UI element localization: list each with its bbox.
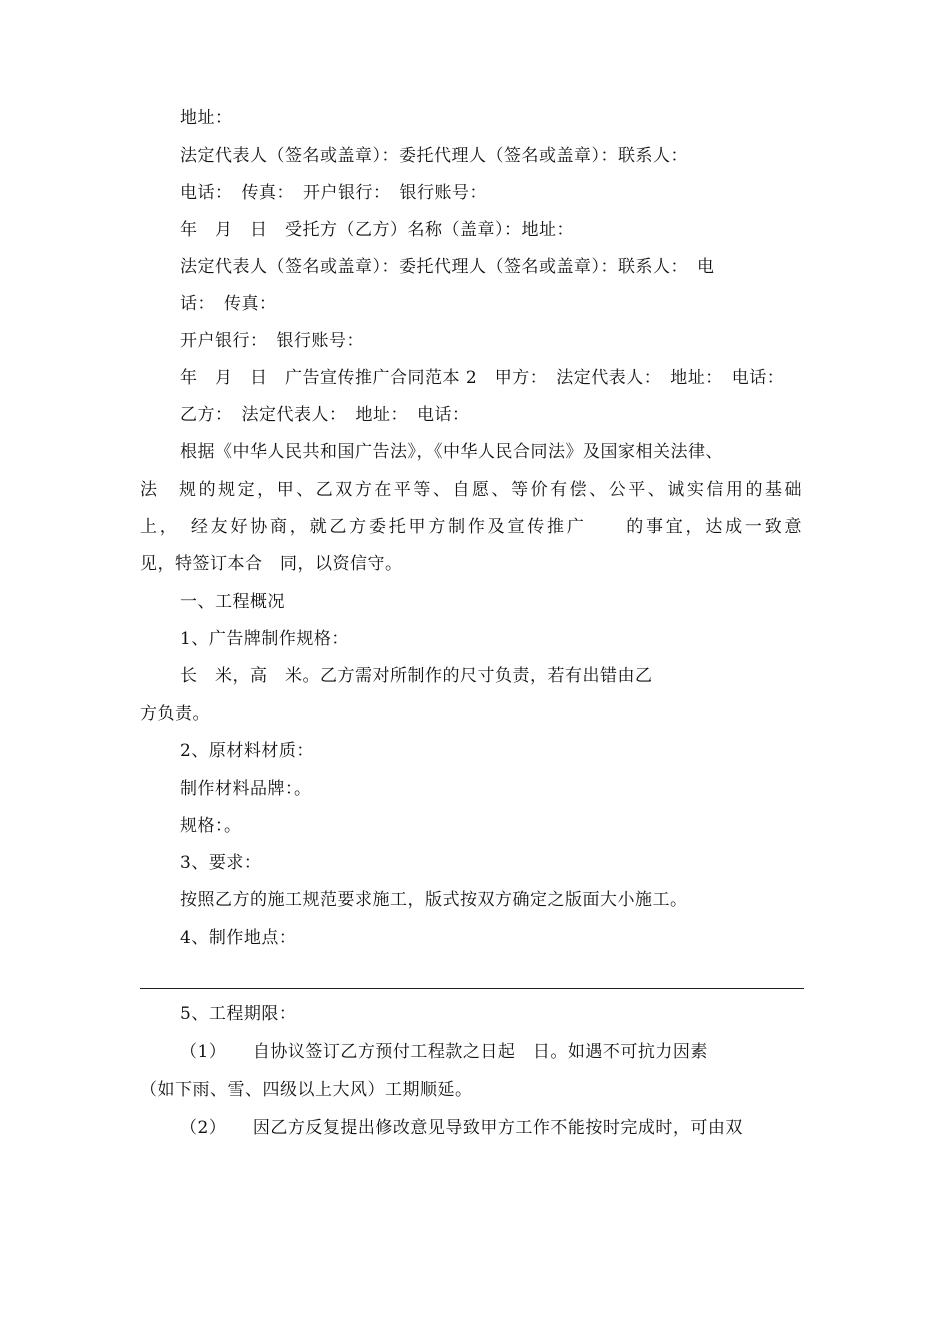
- text-line: 乙方： 法定代表人： 地址： 电话：: [180, 405, 470, 425]
- text-line: 法定代表人（签名或盖章）：委托代理人（签名或盖章）：联系人： 电: [180, 257, 715, 277]
- text-line: 年 月 日 广告宣传推广合同范本 2 甲方： 法定代表人： 地址： 电话：: [180, 368, 785, 388]
- text-line: 规格：。: [180, 816, 242, 836]
- text-line: 3、要求：: [180, 853, 262, 873]
- text-line: 方负责。: [140, 704, 210, 724]
- text-line: 按照乙方的施工规范要求施工，版式按双方确定之版面大小施工。: [180, 890, 688, 910]
- section-heading: 一、工程概况: [180, 592, 285, 612]
- text-line: 1、广告牌制作规格：: [180, 629, 349, 649]
- text-line: 5、工程期限：: [180, 1004, 297, 1024]
- text-line: （2） 因乙方反复提出修改意见导致甲方工作不能按时完成时，可由双: [180, 1118, 743, 1138]
- text-line: （1） 自协议签订乙方预付工程款之日起 日。如遇不可抗力因素: [180, 1042, 708, 1062]
- text-line: 开户银行： 银行账号：: [180, 331, 364, 351]
- text-line: 年 月 日 受托方（乙方）名称（盖章）：地址：: [180, 220, 574, 240]
- paragraph-line: 见，特签订本合 同，以资信守。: [140, 554, 403, 574]
- text-line: 4、制作地点：: [180, 928, 297, 948]
- horizontal-divider: [140, 988, 804, 989]
- text-line: 电话： 传真： 开户银行： 银行账号：: [180, 183, 487, 203]
- text-line: 长 米，高 米。乙方需对所制作的尺寸负责，若有出错由乙: [180, 666, 653, 686]
- text-line: 法定代表人（签名或盖章）：委托代理人（签名或盖章）：联系人：: [180, 146, 688, 166]
- paragraph-line: 根据《中华人民共和国广告法》，《中华人民合同法》及国家相关法律、: [180, 442, 723, 462]
- text-line: 地址：: [180, 108, 233, 128]
- text-line: 话： 传真：: [180, 294, 277, 314]
- text-line: （如下雨、雪、四级以上大风）工期顺延。: [140, 1080, 473, 1100]
- paragraph-line: 上， 经友好协商，就乙方委托甲方制作及宣传推广 的事宜，达成一致意: [140, 517, 802, 537]
- text-line: 制作材料品牌：。: [180, 779, 312, 799]
- paragraph-line: 法 规的规定，甲、乙双方在平等、自愿、等价有偿、公平、诚实信用的基础: [140, 480, 802, 500]
- text-line: 2、原材料材质：: [180, 741, 314, 761]
